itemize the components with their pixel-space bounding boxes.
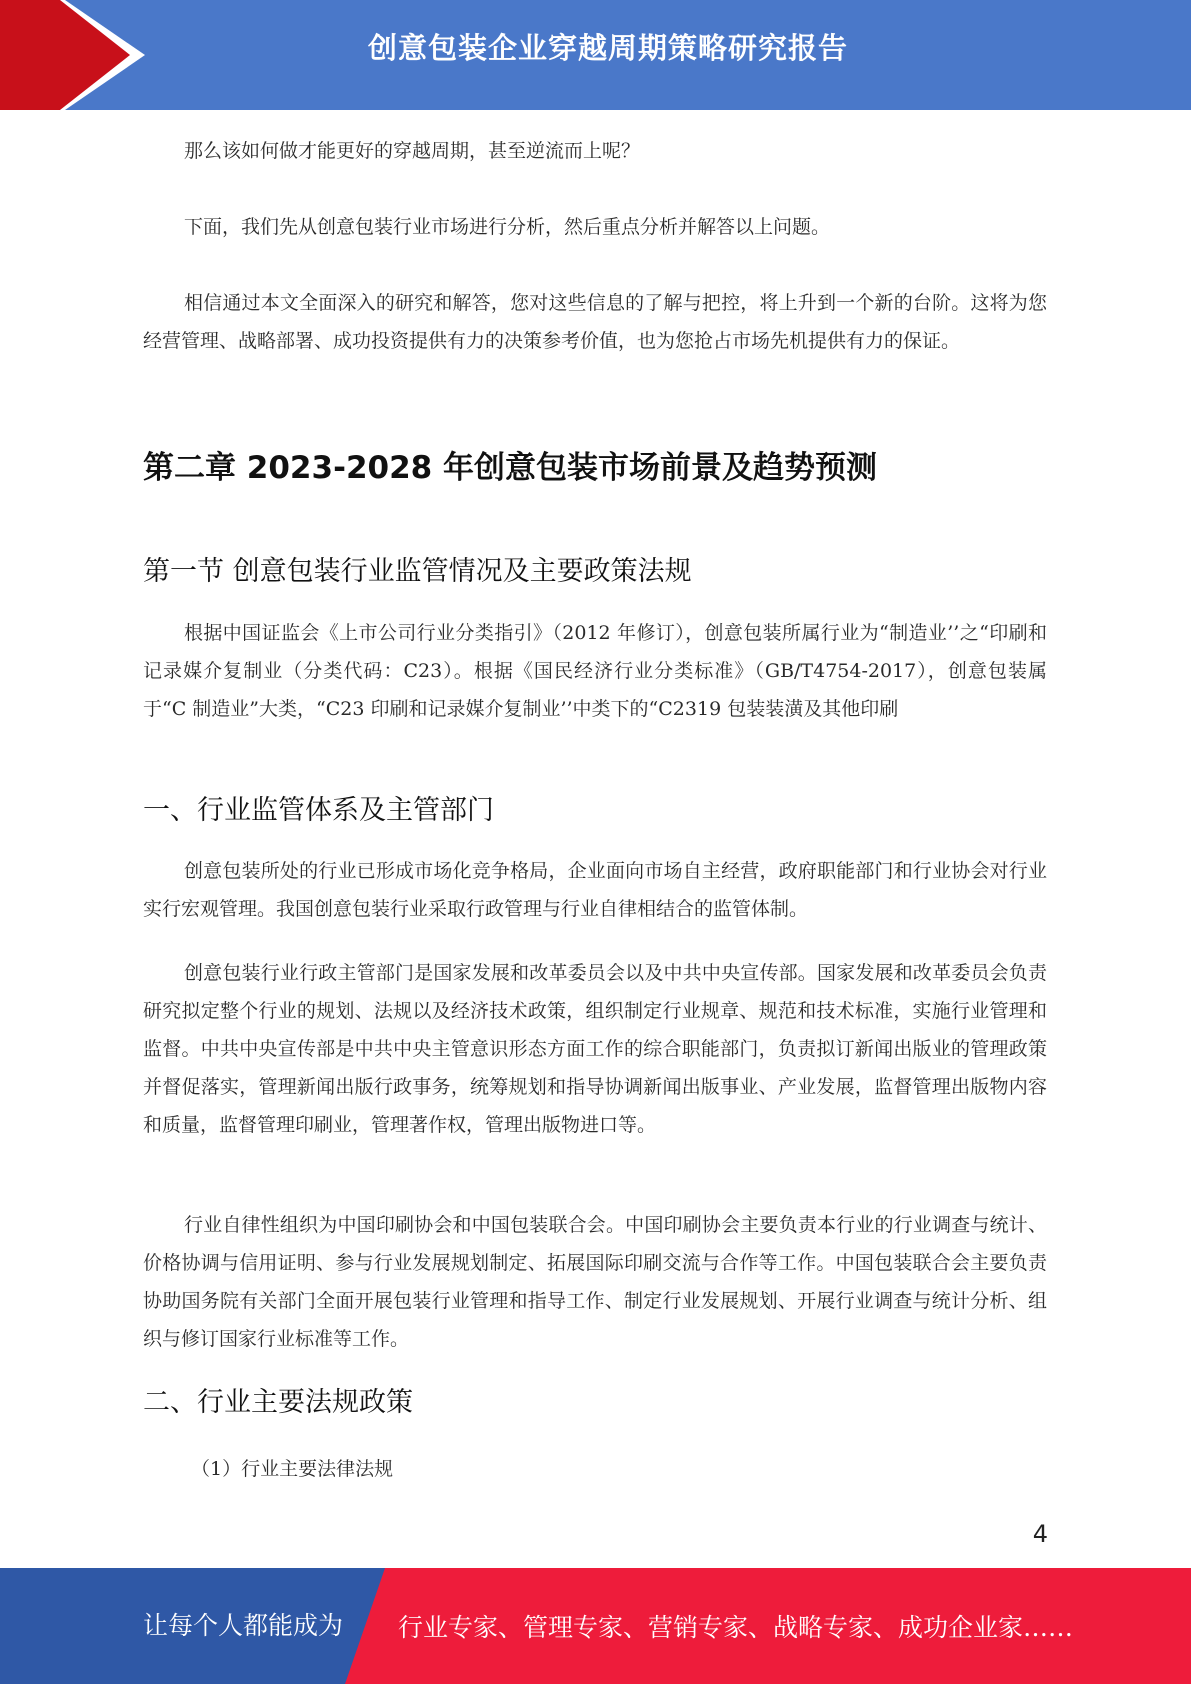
intro-paragraph-1: 那么该如何做才能更好的穿越周期，甚至逆流而上呢？: [184, 140, 641, 162]
intro-paragraph-2: 下面，我们先从创意包装行业市场进行分析，然后重点分析并解答以上问题。: [184, 216, 831, 238]
footer-slogan-left: 让每个人都能成为: [143, 1611, 344, 1640]
subsection-heading-1: 一、行业监管体系及主管部门: [143, 795, 494, 826]
section-paragraph: 根据中国证监会《上市公司行业分类指引》（2012 年修订），创意包装所属行业为“制造业’’之“印刷和记录媒介复制业（分类代码：C23）。根据《国民经济行业分类标准》（GB/T4754-2017），创意包装属于“C 制造业”大类，“C23 印刷和记录媒介复制业’’中类下的“C2319 包装装潢及其他印刷: [143, 622, 1047, 720]
section-heading: 第一节 创意包装行业监管情况及主要政策法规: [143, 556, 692, 587]
list-item-laws: （1）行业主要法律法规: [191, 1458, 394, 1480]
subsection-1-paragraph-3: 行业自律性组织为中国印刷协会和中国包装联合会。中国印刷协会主要负责本行业的行业调查与统计、价格协调与信用证明、参与行业发展规划制定、拓展国际印刷交流与合作等工作。中国包装联合会主要负责协助国务院有关部门全面开展包装行业管理和指导工作、制定行业发展规划、开展行业调查与统计分析、组织与修订国家行业标准等工作。: [143, 1214, 1047, 1350]
subsection-1-paragraph-2: 创意包装行业行政主管部门是国家发展和改革委员会以及中共中央宣传部。国家发展和改革委员会负责研究拟定整个行业的规划、法规以及经济技术政策，组织制定行业规章、规范和技术标准，实施行业管理和监督。中共中央宣传部是中共中央主管意识形态方面工作的综合职能部门，负责拟订新闻出版业的管理政策并督促落实，管理新闻出版行政事务，统筹规划和指导协调新闻出版事业、产业发展，监督管理出版物内容和质量，监督管理印刷业，管理著作权，管理出版物进口等。: [143, 962, 1047, 1136]
footer-slogan-right: 行业专家、管理专家、营销专家、战略专家、成功企业家……: [398, 1613, 1074, 1642]
intro-paragraph-3: 相信通过本文全面深入的研究和解答，您对这些信息的了解与把控，将上升到一个新的台阶。这将为您经营管理、战略部署、成功投资提供有力的决策参考价值，也为您抢占市场先机提供有力的保证。: [143, 292, 1047, 352]
header-banner: [0, 0, 1191, 110]
report-title: 创意包装企业穿越周期策略研究报告: [367, 31, 848, 65]
subsection-1-paragraph-1: 创意包装所处的行业已形成市场化竞争格局，企业面向市场自主经营，政府职能部门和行业协会对行业实行宏观管理。我国创意包装行业采取行政管理与行业自律相结合的监管体制。: [143, 860, 1047, 920]
subsection-heading-2: 二、行业主要法规政策: [143, 1387, 413, 1418]
footer-banner: [0, 1568, 1191, 1684]
page-number: 4: [1032, 1520, 1048, 1548]
chapter-heading: 第二章 2023-2028 年创意包装市场前景及趋势预测: [143, 450, 878, 486]
